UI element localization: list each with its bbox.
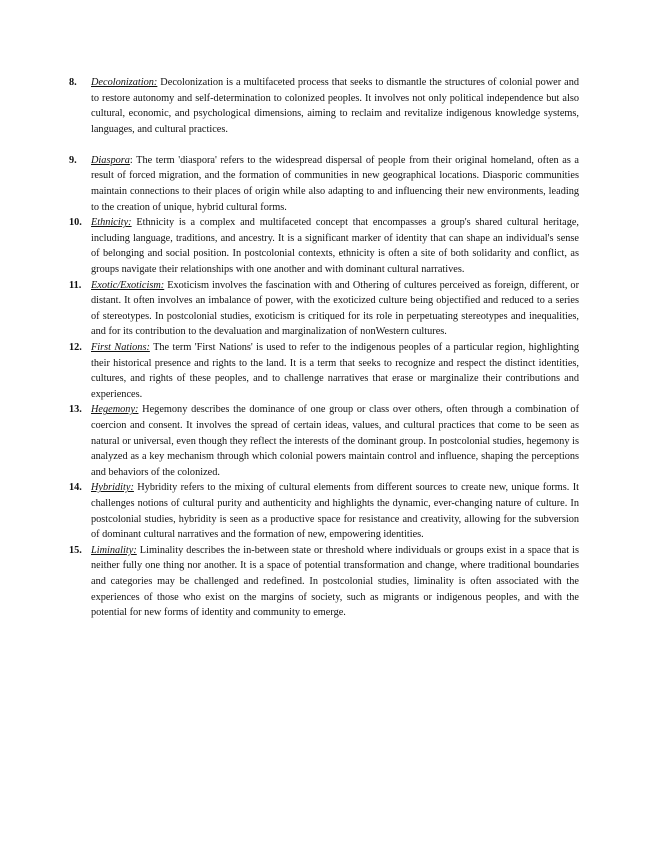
entry-number: 14. [69,482,82,494]
entry-definition: The term 'First Nations' is used to refer to the indigenous peoples of a particular region, highlighting their historical presence and rights to the land. It is a term that seeks to recognize and respect the distinct identities, cultures, and rights of these peoples, and to challenge narratives that erase or marginalize their contributions and experiences. [91,342,579,400]
glossary-entry-diaspora [69,153,579,215]
glossary-entry-hybridity [69,480,579,542]
entry-body [91,340,579,402]
entry-term: First Nations: [91,342,150,353]
entry-number: 8. [69,77,77,88]
entry-term: Ethnicity: [91,217,132,229]
entry-number: 9. [69,154,77,166]
entry-number: 15. [69,544,82,556]
entry-term: Decolonization: [91,77,158,88]
glossary-entry-first-nations [69,340,579,402]
entry-definition: Liminality describes the in-between state or threshold where individuals or groups exist in a space that is neither fully one thing nor another. It is a space of potential transformation and change, where traditional boundaries and categories may be challenged and redefined. In postcolonial studies, liminality is often associated with the experiences of those who exist on the margins of society, such as migrants or indigenous peoples, and with the potential for new forms of identity and community to emerge. [91,544,579,619]
entry-number: 10. [69,217,82,229]
entry-term: Diaspora [91,154,130,166]
entry-body [91,153,579,215]
glossary-entry-exoticism [69,278,579,340]
glossary-list [69,75,579,621]
entry-definition: Decolonization is a multifaceted process that seeks to dismantle the structures of colonial power and to restore autonomy and self-determination to colonized peoples. It involves not only political independence but also cultural, economic, and psychological dimensions, aiming to reclaim and revitalize indigenous knowledge systems, languages, and cultural practices. [91,77,579,135]
entry-term: Hegemony: [91,404,139,416]
entry-body [91,543,579,621]
glossary-entry-liminality [69,543,579,621]
entry-body [91,278,579,340]
glossary-entry-decolonization [69,75,579,137]
entry-term: Hybridity: [91,482,134,494]
glossary-entry-ethnicity [69,215,579,277]
entry-body [91,402,579,480]
entry-definition: : The term 'diaspora' refers to the widespread dispersal of people from their original homeland, often as a result of forced migration, and the formation of communities in new geographical locations. Diasporic communities maintain connections to their places of origin while also adapting to and influencing their new environments, leading to the creation of unique, hybrid cultural forms. [91,154,579,213]
glossary-entry-hegemony [69,402,579,480]
entry-definition: Ethnicity is a complex and multifaceted concept that encompasses a group's shared cultural heritage, including language, traditions, and ancestry. It is a significant marker of identity that can shape an individual's sense of belonging and social position. In postcolonial contexts, ethnicity is often a site of both solidarity and conflict, as groups navigate their relationships with one another and with dominant cultural narratives. [91,217,579,276]
entry-term: Liminality: [91,544,137,556]
entry-body [91,75,579,137]
entry-number: 12. [69,342,82,353]
entry-term: Exotic/Exoticism: [91,279,165,291]
entry-body [91,215,579,277]
entry-definition: Hybridity refers to the mixing of cultural elements from different sources to create new, unique forms. It challenges notions of cultural purity and authenticity and highlights the dynamic, ever-changing nature of culture. In postcolonial studies, hybridity is seen as a productive space for resistance and creativity, allowing for the subversion of dominant cultural narratives and the formation of new, empowering identities. [91,482,579,541]
entry-number: 13. [69,404,82,416]
entry-number: 11. [69,279,82,291]
entry-definition: Hegemony describes the dominance of one group or class over others, often through a combination of coercion and consent. It involves the spread of certain ideas, values, and cultural practices that come to be seen as natural or universal, even though they reflect the interests of the dominant group. In postcolonial studies, hegemony is analyzed as a key mechanism through which colonial powers maintain control and influence, shaping the perceptions and behaviors of the colonized. [91,404,579,478]
entry-body [91,480,579,542]
entry-definition: Exoticism involves the fascination with and Othering of cultures perceived as foreign, different, or distant. It often involves an imbalance of power, with the exoticized culture being objectified and reduced to a series of stereotypes. In postcolonial studies, exoticism is critiqued for its role in perpetuating stereotypes and inequalities, and for its contribution to the devaluation and marginalization of nonWestern cultures. [91,279,579,338]
